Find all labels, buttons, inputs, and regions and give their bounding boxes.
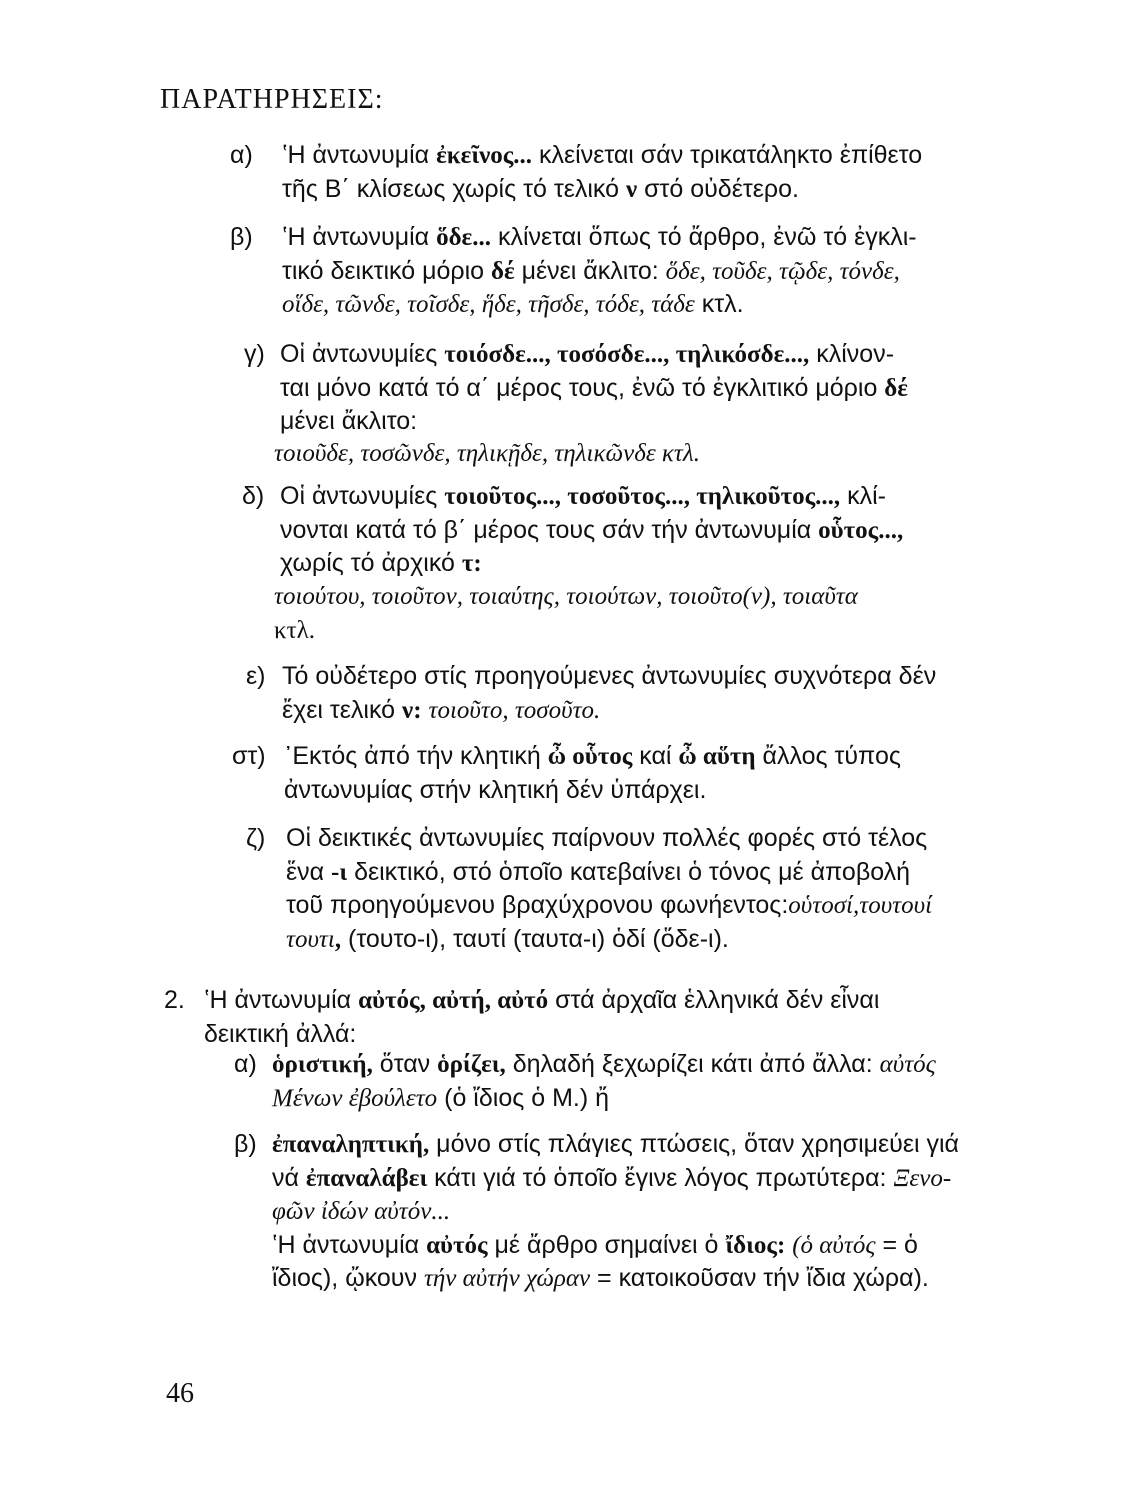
bold-term: ἐπαναλάβει: [305, 1164, 428, 1192]
bold-term: αὐτός: [426, 1231, 488, 1259]
text-line: [272, 1048, 936, 1082]
text-run: δηλαδή ξεχωρίζει κάτι ἀπό ἄλλα:: [505, 1050, 880, 1078]
text-run: ᾿Εκτός ἀπό τήν κλητική: [284, 742, 548, 770]
text-line: [280, 405, 908, 439]
italic-example: οὑτοσί,τουτουί: [788, 892, 933, 919]
text-run: Οἱ ἀντωνυμίες: [280, 340, 445, 368]
text-line: [284, 740, 901, 774]
remark-marker: β): [234, 1130, 257, 1158]
remark-marker: γ): [244, 340, 265, 368]
text-run: μένει ἄκλιτο:: [280, 407, 418, 435]
text-run: [422, 696, 429, 724]
text-line: [204, 1018, 879, 1052]
bold-term: δέ: [491, 257, 515, 285]
text-line: [282, 288, 917, 322]
text-run: ται μόνο κατά τό α΄ μέρος τους, ἐνῶ τό ἐγκλιτικό μόριο: [280, 373, 885, 402]
remark-a: [230, 139, 923, 206]
text-run: στό οὐδέτερο.: [637, 174, 799, 203]
text-run: κάτι γιά τό ὁποῖο ἔγινε λόγος πρωτύτερα:: [427, 1163, 894, 1192]
text-run: χωρίς τό ἀρχικό: [280, 549, 462, 577]
example-forms: τοιοῦδε, τοσῶνδε, τηλικῇδε, τηλικῶνδε κτλ.: [274, 440, 700, 467]
text-run: ἕνα: [286, 857, 332, 886]
text-line: [272, 1128, 959, 1162]
italic-example: Ξενο-: [893, 1164, 952, 1192]
bold-term: οὗτος...,: [818, 516, 904, 544]
text-run: Οἱ ἀντωνυμίες: [280, 482, 445, 510]
section-2: [164, 984, 880, 1051]
text-run: τικό δεικτικό μόριο: [282, 256, 491, 285]
text-line: [280, 547, 903, 581]
remark-text: [280, 480, 903, 581]
bold-term: ν:: [402, 696, 422, 724]
text-run: = ὁ: [875, 1230, 918, 1259]
remark-c: [244, 338, 908, 439]
text-line: [284, 774, 901, 808]
text-run: ἄλλος τύπος: [755, 742, 901, 770]
remark-text: [280, 338, 908, 439]
text-run: (ὁ ἴδιος ὁ Μ.) ἤ: [437, 1083, 610, 1112]
text-run: μόνο στίς πλάγιες πτώσεις, ὅταν χρησιμεύει γιά: [429, 1130, 959, 1158]
bold-term: ἐκεῖνος...: [436, 142, 533, 169]
text-run: κλείνεται σάν τρικατάληκτο ἐπίθετο: [532, 141, 923, 169]
remark-c-example: [274, 437, 700, 471]
text-run: ʽΗ ἀντωνυμία: [272, 1230, 427, 1259]
text-run: ἔχει τελικό: [282, 695, 403, 724]
bold-term: ὁριστική,: [272, 1051, 373, 1078]
text-run: δεικτικό, στό ὁποῖο κατεβαίνει ὁ τόνος μέ ἀποβολή: [347, 857, 911, 886]
text-line: [272, 1195, 959, 1229]
text-line: [286, 822, 932, 856]
remark-marker: β): [230, 223, 253, 251]
text-run: καί: [632, 742, 679, 770]
text-line: [272, 1262, 959, 1296]
text-line: [282, 173, 922, 207]
remark-text: [272, 1128, 959, 1296]
bold-term: ,: [334, 925, 342, 953]
remark-marker: ζ): [246, 824, 266, 852]
text-line: [280, 338, 908, 372]
remark-marker: ε): [246, 662, 266, 690]
bold-term: ὦ αὕτη: [678, 743, 756, 770]
italic-example: Μένων ἐβούλετο: [272, 1084, 438, 1112]
remark-b: [230, 221, 917, 322]
remark-d: [242, 480, 904, 581]
text-line: [286, 923, 932, 957]
remark-text: [282, 221, 917, 322]
text-run: ʽΗ ἀντωνυμία: [282, 223, 437, 251]
text-run: ʽΗ ἀντωνυμία: [204, 986, 359, 1014]
bold-term: αὐτός, αὐτή, αὐτό: [358, 987, 549, 1014]
remark-marker: α): [234, 1050, 257, 1078]
bold-term: ν: [625, 175, 638, 203]
bold-term: -ι: [331, 858, 348, 886]
text-line: [280, 514, 903, 548]
text-run: τῆς Β΄ κλίσεως χωρίς τό τελικό: [282, 174, 626, 203]
text-line: [272, 1082, 936, 1116]
bold-term: τοιοῦτος..., τοσοῦτος..., τηλικοῦτος...,: [444, 483, 841, 510]
remark-d-example: [274, 580, 858, 647]
text-line: [282, 255, 917, 289]
text-run: = κατοικοῦσαν τήν ἴδια χώρα).: [590, 1264, 929, 1292]
text-run: τοῦ προηγούμενου βραχύχρονου φωνήεντος:: [286, 891, 789, 919]
italic-example: αὐτός: [879, 1051, 936, 1078]
remark-text: [282, 139, 922, 206]
remark-marker: δ): [242, 482, 265, 510]
section-number: 2.: [164, 986, 185, 1014]
section-2-b: [234, 1128, 959, 1296]
text-run: δεικτική ἀλλά:: [204, 1019, 357, 1048]
italic-example: τήν αὐτήν χώραν: [423, 1265, 591, 1292]
text-run: κλίνεται ὅπως τό ἄρθρο, ἐνῶ τό ἐγκλι-: [491, 223, 917, 251]
text-line: [286, 889, 932, 923]
text-line: [272, 1162, 959, 1196]
italic-example: (ὁ αὐτός: [792, 1231, 876, 1259]
section-text: [204, 984, 879, 1051]
italic-example: οἵδε, τῶνδε, τοῖσδε, ἥδε, τῆσδε, τόδε, τάδε: [282, 291, 695, 318]
italic-example: φῶν ἰδών αὐτόν...: [272, 1198, 451, 1225]
remark-f: [232, 740, 901, 807]
text-run: (τουτο-ι), ταυτί (ταυτα-ι) ὁδί (ὅδε-ι).: [341, 924, 729, 953]
text-line: [282, 694, 936, 728]
text-run: στά ἀρχαῖα ἑλληνικά δέν εἶναι: [548, 986, 880, 1014]
remark-e: [246, 660, 937, 727]
remark-text: [286, 822, 932, 956]
text-line: [282, 139, 922, 173]
remark-text: [272, 1048, 936, 1115]
text-run: κλί-: [840, 482, 886, 510]
remark-text: [284, 740, 901, 807]
bold-term: τ:: [461, 550, 482, 577]
bold-term: ἐπαναληπτική,: [272, 1131, 430, 1158]
text-run: μέ ἄρθρο σημαίνει ὁ: [487, 1230, 726, 1259]
section-2-a: [234, 1048, 936, 1115]
bold-term: δέ: [884, 374, 908, 402]
remark-marker: α): [230, 141, 253, 169]
bold-term: ἴδιος:: [725, 1231, 786, 1259]
example-tail: κτλ.: [274, 616, 316, 644]
remark-g: [246, 822, 933, 956]
text-run: ὅταν: [372, 1050, 438, 1078]
bold-term: ὅδε...: [436, 224, 491, 251]
example-forms: τοιούτου, τοιοῦτον, τοιαύτης, τοιούτων, τοιοῦτο(ν), τοιαῦτα: [274, 583, 858, 610]
bold-term: τοιόσδε..., τοσόσδε..., τηλικόσδε...,: [444, 341, 810, 368]
text-line: [282, 660, 936, 694]
text-line: [204, 984, 879, 1018]
text-run: Οἱ δεικτικές ἀντωνυμίες παίρνουν πολλές φορές στό τέλος: [286, 824, 928, 852]
text-run: ἀντωνυμίας στήν κλητική δέν ὑπάρχει.: [284, 775, 707, 804]
text-line: [280, 372, 908, 406]
page-number: 46: [166, 1378, 194, 1409]
text-line: [286, 856, 932, 890]
bold-term: ὁρίζει,: [437, 1051, 506, 1078]
text-run: μένει ἄκλιτο:: [514, 256, 666, 285]
text-line: [282, 221, 917, 255]
text-run: νά: [272, 1163, 306, 1192]
text-run: Τό οὐδέτερο στίς προηγούμενες ἀντωνυμίες συχνότερα δέν: [282, 662, 937, 690]
text-run: ἴδιος), ᾤκουν: [272, 1264, 424, 1292]
italic-example: τουτι: [286, 925, 335, 953]
remark-marker: στ): [232, 742, 266, 770]
text-line: [280, 480, 903, 514]
remark-text: [282, 660, 936, 727]
text-run: κλίνον-: [809, 340, 895, 368]
italic-example: τοιοῦτο, τοσοῦτο.: [428, 696, 601, 724]
text-run: νονται κατά τό β΄ μέρος τους σάν τήν ἀντωνυμία: [280, 515, 819, 544]
italic-example: ὅδε, τοῦδε, τῷδε, τόνδε,: [665, 257, 900, 285]
section-heading: ΠΑΡΑΤΗΡΗΣΕΙΣ:: [160, 84, 384, 115]
text-run: ʽΗ ἀντωνυμία: [282, 141, 437, 169]
bold-term: ὦ οὗτος: [547, 743, 633, 770]
text-line: [272, 1229, 959, 1263]
text-run: κτλ.: [694, 290, 744, 318]
